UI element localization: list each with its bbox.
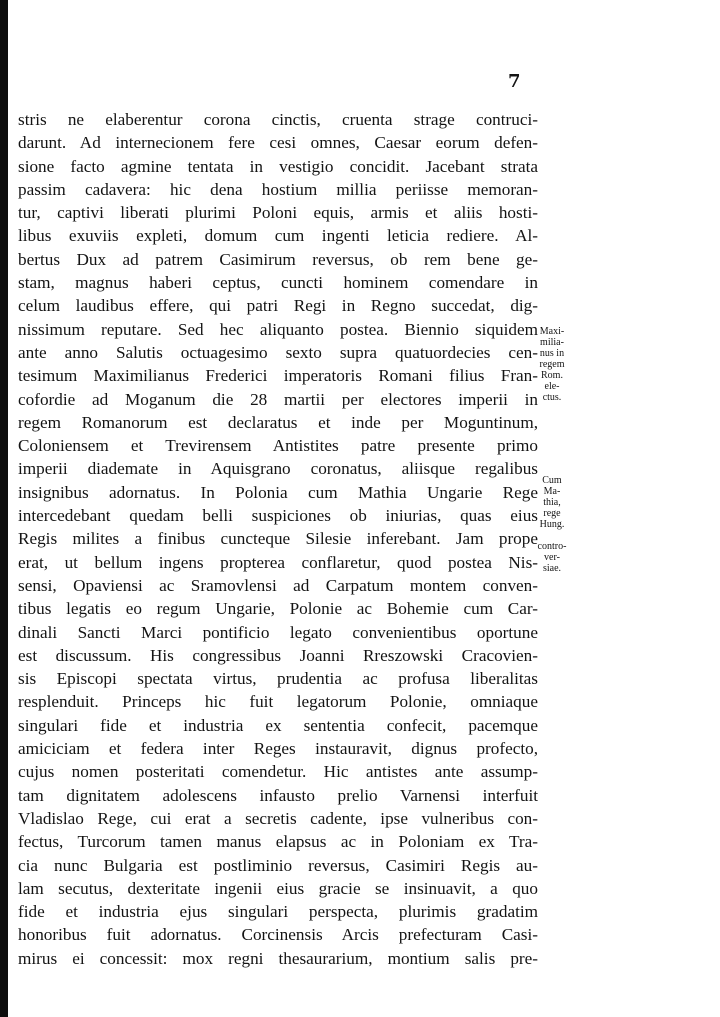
- margin-note-line: regem: [539, 359, 565, 370]
- margin-note-line: Ma-: [543, 486, 561, 497]
- text-line: honoribus fuit adornatus. Corcinensis Arcis prefecturam Casi-: [18, 925, 538, 945]
- text-line: sis Episcopi spectata virtus, prudentia ac profusa liberalitas: [18, 669, 538, 689]
- text-line: resplenduit. Princeps hic fuit legatorum Polonie, omniaque: [18, 692, 538, 712]
- text-line: libus exuviis expleti, domum cum ingenti leticia rediere. Al-: [18, 226, 538, 246]
- text-line: cia nunc Bulgaria est postliminio reversus, Casimiri Regis au-: [18, 855, 538, 875]
- text-line: passim cadavera: hic dena hostium millia periisse memoran-: [18, 179, 538, 199]
- page-left-edge: [0, 0, 8, 1017]
- page-number: 7: [508, 71, 521, 92]
- text-line: amiciciam et federa inter Reges instauravit, dignus profecto,: [18, 739, 538, 759]
- text-line: stam, magnus haberi ceptus, cuncti hominem comendare in: [18, 273, 538, 293]
- margin-note-mathias: [526, 475, 578, 530]
- margin-note-line: siae.: [542, 563, 562, 574]
- text-line: ante anno Salutis octuagesimo sexto supra quatuordecies cen-: [18, 342, 538, 362]
- text-line: mirus ei concessit: mox regni thesaurarium, montium salis pre-: [18, 948, 538, 968]
- text-line: Regis milites a finibus cuncteque Silesie inferebant. Jam prope: [18, 529, 538, 549]
- margin-note-line: ver-: [544, 552, 560, 563]
- text-line: insignibus adornatus. In Polonia cum Mathia Ungarie Rege: [18, 482, 538, 502]
- text-line: regem Romanorum est declaratus et inde per Moguntinum,: [18, 412, 538, 432]
- margin-note-maximilian: [526, 326, 578, 403]
- margin-note-line: Cum: [542, 475, 562, 486]
- text-line: cujus nomen posteritati comendetur. Hic antistes ante assump-: [18, 762, 538, 782]
- margin-note-controversiae: [526, 541, 578, 574]
- text-line: darunt. Ad internecionem fere cesi omnes, Caesar eorum defen-: [18, 133, 538, 153]
- text-line: sione facto agmine tentata in vestigio concidit. Jacebant strata: [18, 156, 538, 176]
- text-line: tesimum Maximilianus Frederici imperatoris Romani filius Fran-: [18, 366, 538, 386]
- margin-note-line: Rom.: [541, 370, 563, 381]
- text-line: celum laudibus effere, qui patri Regi in Regno succedat, dig-: [18, 296, 538, 316]
- text-line: nissimum reputare. Sed hec aliquanto postea. Biennio siquidem: [18, 319, 538, 339]
- margin-note-line: ele-: [544, 381, 560, 392]
- margin-note-line: ctus.: [542, 392, 562, 403]
- text-line: stris ne elaberentur corona cinctis, cruenta strage contruci-: [18, 110, 538, 129]
- margin-note-line: milia-: [540, 337, 564, 348]
- text-line: Coloniensem et Trevirensem Antistites patre presente primo: [18, 436, 538, 456]
- text-line: tibus legatis eo regum Ungarie, Polonie ac Bohemie cum Car-: [18, 599, 538, 619]
- text-line: erat, ut bellum ingens propterea conflaretur, quod postea Nis-: [18, 552, 538, 572]
- margin-note-line: contro-: [537, 541, 567, 552]
- text-line: sensi, Opaviensi ac Sramovlensi ad Carpatum montem conven-: [18, 575, 538, 595]
- text-line: tur, captivi liberati plurimi Poloni equis, armis et aliis hosti-: [18, 203, 538, 223]
- text-line: Vladislao Rege, cui erat a secretis cadente, ipse vulneribus con-: [18, 808, 538, 828]
- margin-note-line: Maxi-: [539, 326, 565, 337]
- margin-note-line: rege: [543, 508, 561, 519]
- text-line: fide et industria ejus singulari perspecta, plurimis gradatim: [18, 902, 538, 922]
- body-text: [18, 108, 538, 970]
- text-line: tam dignitatem adolescens infausto prelio Varnensi interfuit: [18, 785, 538, 805]
- text-line: lam secutus, dexteritate ingenii eius gracie se insinuavit, a quo: [18, 878, 538, 898]
- text-line: singulari fide et industria ex sententia confecit, pacemque: [18, 715, 538, 735]
- text-line: fectus, Turcorum tamen manus elapsus ac in Poloniam ex Tra-: [18, 832, 538, 852]
- margin-note-line: Hung.: [539, 519, 565, 530]
- text-line: est discussum. His congressibus Joanni Rreszowski Cracovien-: [18, 645, 538, 665]
- margin-note-line: thia,: [543, 497, 561, 508]
- text-line: intercedebant quedam belli suspiciones ob iniurias, quas eius: [18, 506, 538, 526]
- text-line: imperii diademate in Aquisgrano coronatus, aliisque regalibus: [18, 459, 538, 479]
- text-line: dinali Sancti Marci pontificio legato convenientibus oportune: [18, 622, 538, 642]
- margin-note-line: nus in: [539, 348, 565, 359]
- text-line: bertus Dux ad patrem Casimirum reversus, ob rem bene ge-: [18, 249, 538, 269]
- text-line: cofordie ad Moganum die 28 martii per electores imperii in: [18, 389, 538, 409]
